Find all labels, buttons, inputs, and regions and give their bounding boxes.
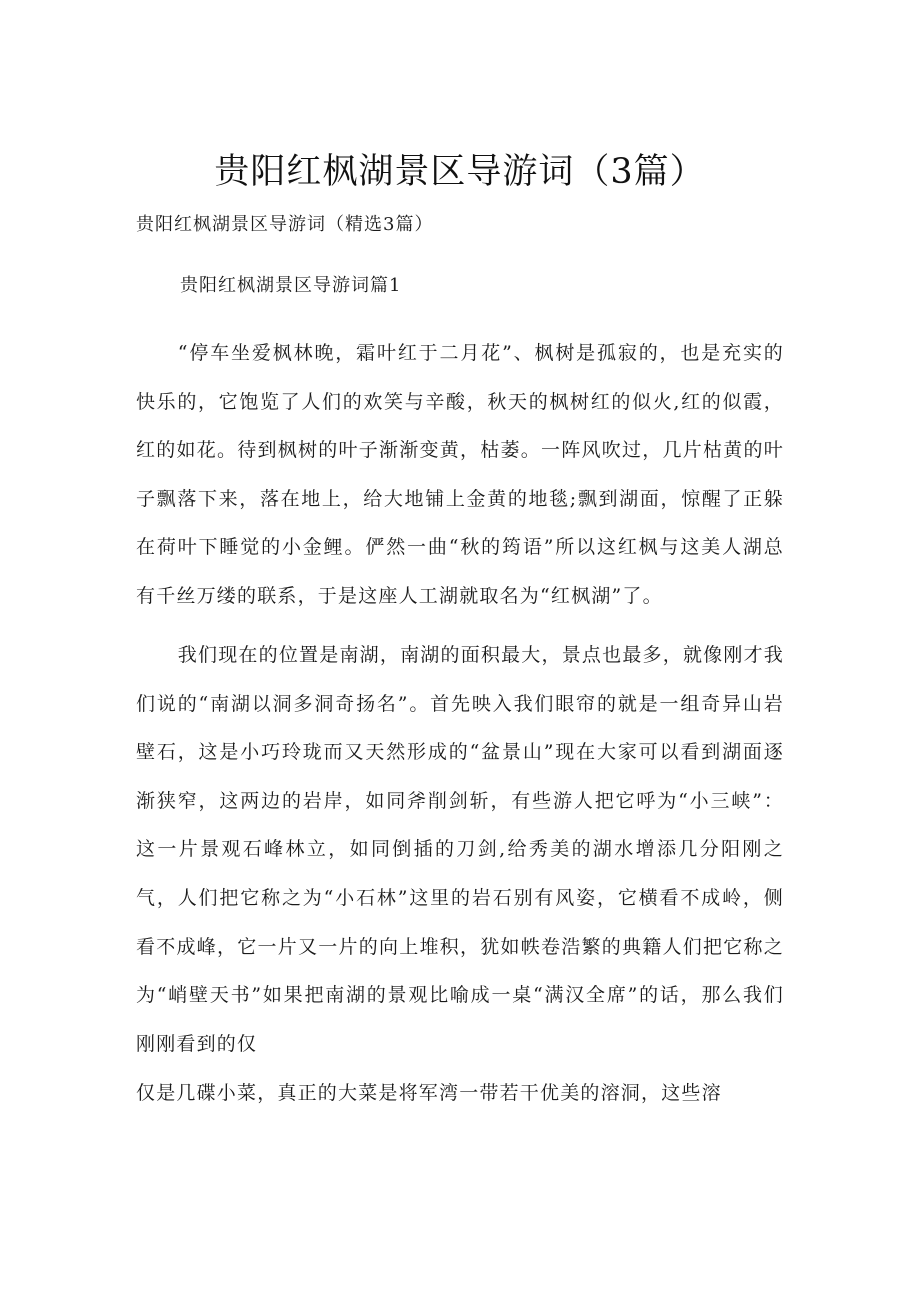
document-title: 贵阳红枫湖景区导游词（3篇）: [214, 152, 706, 192]
section-heading: 贵阳红枫湖景区导游词篇1: [180, 275, 402, 296]
trailing-line: 仅是几碟小菜，真正的大菜是将军湾一带若干优美的溶洞，这些溶: [136, 1082, 722, 1104]
paragraph-1: “停车坐爱枫林晚，霜叶红于二月花”、枫树是孤寂的，也是充实的快乐的，它饱览了人们的欢笑与辛酸，秋天的枫树红的似火,红的似霞，红的如花。待到枫树的叶子渐渐变黄，枯萎。一阵风吹过，几片枯黄的叶子飘落下来，落在地上，给大地铺上金黄的地毯;飘到湖面，惊醒了正躲在荷叶下睡觉的小金鲤。俨然一曲“秋的筠语”所以这红枫与这美人湖总有千丝万缕的联系，于是这座人工湖就取名为“红枫湖”了。: [136, 342, 784, 607]
document-subtitle: 贵阳红枫湖景区导游词（精选3篇）: [136, 214, 434, 235]
paragraph-2: 我们现在的位置是南湖，南湖的面积最大，景点也最多，就像刚才我们说的“南湖以洞多洞奇扬名”。首先映入我们眼帘的就是一组奇异山岩壁石，这是小巧玲珑而又天然形成的“盆景山”现在大家可以看到湖面逐渐狭窄，这两边的岩岸，如同斧削剑斩，有些游人把它呼为“小三峡”：这一片景观石峰林立，如同倒插的刀剑,给秀美的湖水增添几分阳刚之气，人们把它称之为“小石林”这里的岩石别有风姿，它横看不成岭，侧看不成峰，它一片又一片的向上堆积，犹如帙卷浩繁的典籍人们把它称之为“峭壁天书”如果把南湖的景观比喻成一桌“满汉全席”的话，那么我们刚刚看到的仅: [136, 644, 784, 1055]
